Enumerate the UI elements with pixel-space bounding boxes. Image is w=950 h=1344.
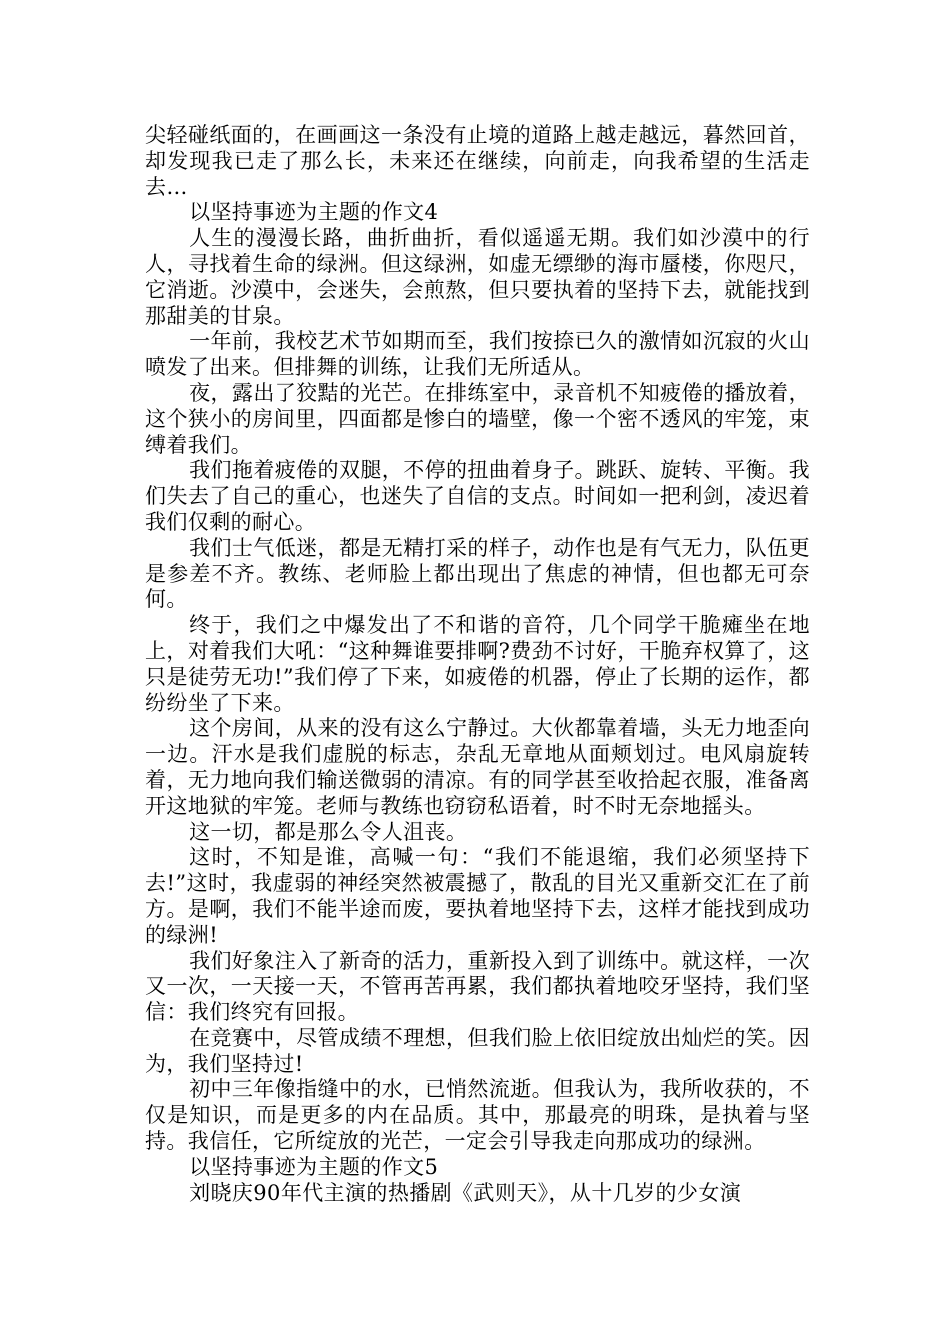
paragraph: 初中三年像指缝中的水，已悄然流逝。但我认为，我所收获的，不仅是知识，而是更多的内在品质。其中，那最亮的明珠，是执着与坚持。我信任，它所绽放的光芒，一定会引导我走向那成功的绿洲。 [145,1077,810,1154]
paragraph: 这一切，都是那么令人沮丧。 [189,819,468,844]
paragraph: 刘晓庆90年代主演的热播剧《武则天》，从十几岁的少女演 [189,1180,742,1205]
paragraph: 终于，我们之中爆发出了不和谐的音符，几个同学干脆瘫坐在地上，对着我们大吼：“这种舞谁要排啊?费劲不讨好，干脆弃权算了，这只是徒劳无功!”我们停了下来，如疲倦的机器，停止了长期的运作，都纷纷坐了下来。 [145,613,810,715]
paragraph: 夜，露出了狡黠的光芒。在排练室中，录音机不知疲倦的播放着，这个狭小的房间里，四面都是惨白的墙壁，像一个密不透风的牢笼，束缚着我们。 [145,380,810,457]
paragraph: 在竞赛中，尽管成绩不理想，但我们脸上依旧绽放出灿烂的笑。因为，我们坚持过! [145,1025,810,1076]
paragraph: 我们士气低迷，都是无精打采的样子，动作也是有气无力，队伍更是参差不齐。教练、老师脸上都出现出了焦虑的神情，但也都无可奈何。 [145,535,810,612]
essay-5-title: 以坚持事迹为主题的作文5 [189,1154,439,1179]
essay-text [145,123,810,1206]
paragraph: 一年前，我校艺术节如期而至，我们按捺已久的激情如沉寂的火山喷发了出来。但排舞的训练，让我们无所适从。 [145,329,810,380]
paragraph: 人生的漫漫长路，曲折曲折，看似遥遥无期。我们如沙漠中的行人，寻找着生命的绿洲。但这绿洲，如虚无缥缈的海市蜃楼，你咫尺，它消逝。沙漠中，会迷失，会煎熬，但只要执着的坚持下去，就能找到那甜美的甘泉。 [145,226,810,328]
paragraph: 这个房间，从来的没有这么宁静过。大伙都靠着墙，头无力地歪向一边。汗水是我们虚脱的标志，杂乱无章地从面颊划过。电风扇旋转着，无力地向我们输送微弱的清凉。有的同学甚至收拾起衣服，准备离开这地狱的牢笼。老师与教练也窃窃私语着，时不时无奈地摇头。 [145,716,810,818]
paragraph: 这时，不知是谁，高喊一句：“我们不能退缩，我们必须坚持下去!”这时，我虚弱的神经突然被震撼了，散乱的目光又重新交汇在了前方。是啊，我们不能半途而废，要执着地坚持下去，这样才能找到成功的绿洲! [145,845,810,947]
paragraph: 我们好象注入了新奇的活力，重新投入到了训练中。就这样，一次又一次，一天接一天，不管再苦再累，我们都执着地咬牙坚持，我们坚信：我们终究有回报。 [145,948,810,1025]
essay-4-title: 以坚持事迹为主题的作文4 [189,200,439,225]
paragraph: 我们拖着疲倦的双腿，不停的扭曲着身子。跳跃、旋转、平衡。我们失去了自己的重心，也迷失了自信的支点。时间如一把利剑，凌迟着我们仅剩的耐心。 [145,458,810,534]
paragraph-continued: 尖轻碰纸面的，在画画这一条没有止境的道路上越走越远，暮然回首，却发现我已走了那么长，未来还在继续，向前走，向我希望的生活走去… [145,123,810,199]
